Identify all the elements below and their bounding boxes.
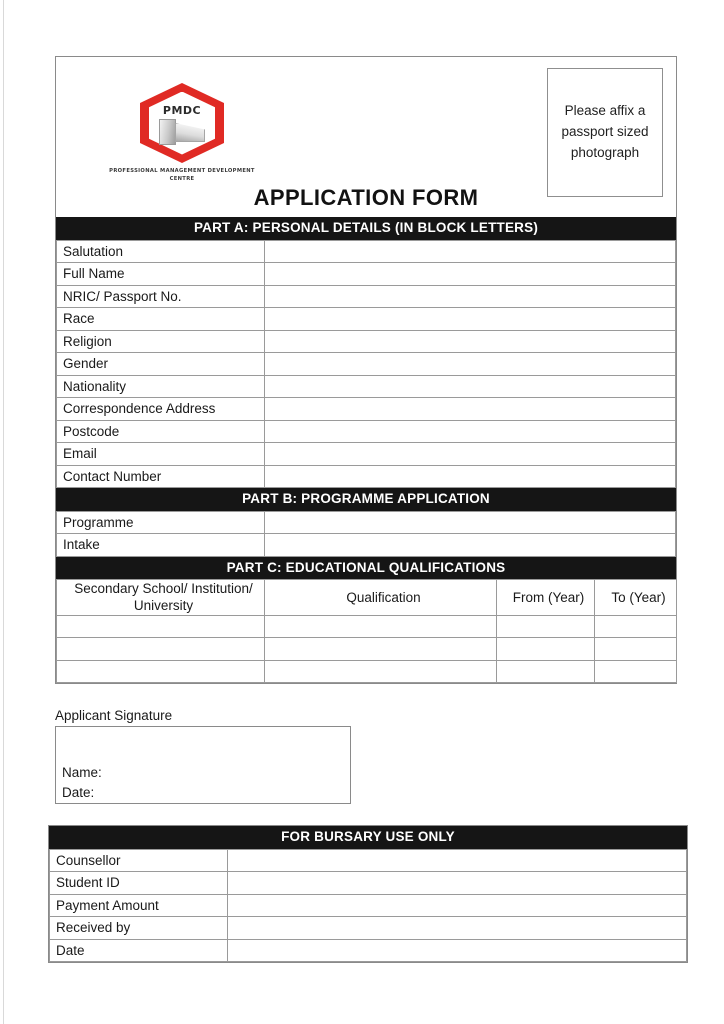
bursary-banner: FOR BURSARY USE ONLY bbox=[49, 826, 687, 849]
logo-mark-text: PMDC bbox=[162, 104, 202, 117]
field-label: Postcode bbox=[57, 420, 265, 443]
passport-photo-box bbox=[547, 68, 663, 197]
part-c-body bbox=[57, 615, 677, 683]
applicant-signature-section bbox=[55, 708, 351, 804]
institution-input[interactable] bbox=[57, 660, 265, 683]
pmdc-logo bbox=[108, 83, 256, 183]
table-row bbox=[50, 849, 687, 872]
table-row bbox=[57, 638, 677, 661]
table-row bbox=[57, 375, 676, 398]
bursary-table bbox=[49, 849, 687, 963]
part-b-table bbox=[56, 511, 676, 557]
field-label: Student ID bbox=[50, 872, 228, 895]
nric-passport-input[interactable] bbox=[265, 285, 676, 308]
field-label: Salutation bbox=[57, 240, 265, 263]
bursary-section bbox=[48, 825, 688, 963]
table-row bbox=[57, 308, 676, 331]
qualification-input[interactable] bbox=[265, 660, 497, 683]
table-header-row bbox=[57, 580, 677, 616]
religion-input[interactable] bbox=[265, 330, 676, 353]
part-c-banner: PART C: EDUCATIONAL QUALIFICATIONS bbox=[56, 557, 676, 580]
signature-section-label: Applicant Signature bbox=[55, 708, 173, 723]
table-row bbox=[50, 872, 687, 895]
table-row bbox=[57, 660, 677, 683]
table-row bbox=[50, 939, 687, 962]
emblem-right-shape bbox=[175, 123, 205, 142]
field-label: Email bbox=[57, 443, 265, 466]
part-c-head bbox=[57, 580, 677, 616]
field-label: Received by bbox=[50, 917, 228, 940]
field-label: Race bbox=[57, 308, 265, 331]
scan-edge-line bbox=[3, 0, 4, 1024]
table-row bbox=[57, 511, 676, 534]
hexagon-logo-icon bbox=[140, 83, 224, 163]
programme-input[interactable] bbox=[265, 511, 676, 534]
table-row bbox=[57, 240, 676, 263]
field-label: Intake bbox=[57, 534, 265, 557]
table-row bbox=[57, 398, 676, 421]
signature-date-label: Date: bbox=[62, 785, 95, 800]
bursary-date-input[interactable] bbox=[228, 939, 687, 962]
bursary-body bbox=[50, 849, 687, 962]
table-row bbox=[57, 465, 676, 488]
field-label: Payment Amount bbox=[50, 894, 228, 917]
photo-box-instruction: Please affix a passport sized photograph bbox=[561, 103, 649, 160]
part-b-banner: PART B: PROGRAMME APPLICATION bbox=[56, 488, 676, 511]
payment-amount-input[interactable] bbox=[228, 894, 687, 917]
qualification-input[interactable] bbox=[265, 615, 497, 638]
correspondence-address-input[interactable] bbox=[265, 398, 676, 421]
race-input[interactable] bbox=[265, 308, 676, 331]
table-row bbox=[57, 285, 676, 308]
signature-input-box[interactable] bbox=[55, 726, 351, 804]
field-label: Full Name bbox=[57, 263, 265, 286]
part-c-table bbox=[56, 579, 677, 683]
received-by-input[interactable] bbox=[228, 917, 687, 940]
table-row bbox=[50, 894, 687, 917]
salutation-input[interactable] bbox=[265, 240, 676, 263]
emblem-left-shape bbox=[159, 119, 176, 145]
field-label: Religion bbox=[57, 330, 265, 353]
part-a-table bbox=[56, 240, 676, 489]
postcode-input[interactable] bbox=[265, 420, 676, 443]
book-emblem-icon bbox=[159, 119, 205, 147]
column-header-to-year: To (Year) bbox=[595, 580, 677, 616]
table-row bbox=[50, 917, 687, 940]
qualification-input[interactable] bbox=[265, 638, 497, 661]
institution-input[interactable] bbox=[57, 615, 265, 638]
field-label: Contact Number bbox=[57, 465, 265, 488]
field-label: Date bbox=[50, 939, 228, 962]
field-label: Correspondence Address bbox=[57, 398, 265, 421]
table-row bbox=[57, 263, 676, 286]
table-row bbox=[57, 443, 676, 466]
full-name-input[interactable] bbox=[265, 263, 676, 286]
part-b-body bbox=[57, 511, 676, 556]
form-masthead bbox=[56, 57, 676, 217]
logo-caption: PROFESSIONAL MANAGEMENT DEVELOPMENT CENTRE bbox=[109, 168, 255, 182]
field-label: Programme bbox=[57, 511, 265, 534]
column-header-institution: Secondary School/ Institution/ University bbox=[57, 580, 265, 616]
field-label: NRIC/ Passport No. bbox=[57, 285, 265, 308]
field-label: Nationality bbox=[57, 375, 265, 398]
from-year-input[interactable] bbox=[497, 615, 595, 638]
email-input[interactable] bbox=[265, 443, 676, 466]
counsellor-input[interactable] bbox=[228, 849, 687, 872]
field-label: Counsellor bbox=[50, 849, 228, 872]
institution-input[interactable] bbox=[57, 638, 265, 661]
signature-name-label: Name: bbox=[62, 765, 102, 780]
contact-number-input[interactable] bbox=[265, 465, 676, 488]
from-year-input[interactable] bbox=[497, 660, 595, 683]
student-id-input[interactable] bbox=[228, 872, 687, 895]
column-header-qualification: Qualification bbox=[265, 580, 497, 616]
field-label: Gender bbox=[57, 353, 265, 376]
gender-input[interactable] bbox=[265, 353, 676, 376]
from-year-input[interactable] bbox=[497, 638, 595, 661]
table-row bbox=[57, 330, 676, 353]
nationality-input[interactable] bbox=[265, 375, 676, 398]
table-row bbox=[57, 534, 676, 557]
table-row bbox=[57, 420, 676, 443]
page-title: APPLICATION FORM bbox=[253, 185, 479, 210]
table-row bbox=[57, 353, 676, 376]
part-a-body bbox=[57, 240, 676, 488]
to-year-input[interactable] bbox=[595, 660, 677, 683]
to-year-input[interactable] bbox=[595, 615, 677, 638]
part-a-banner: PART A: PERSONAL DETAILS (IN BLOCK LETTERS) bbox=[56, 217, 676, 240]
intake-input[interactable] bbox=[265, 534, 676, 557]
application-form-sheet bbox=[55, 56, 677, 684]
to-year-input[interactable] bbox=[595, 638, 677, 661]
column-header-from-year: From (Year) bbox=[497, 580, 595, 616]
table-row bbox=[57, 615, 677, 638]
